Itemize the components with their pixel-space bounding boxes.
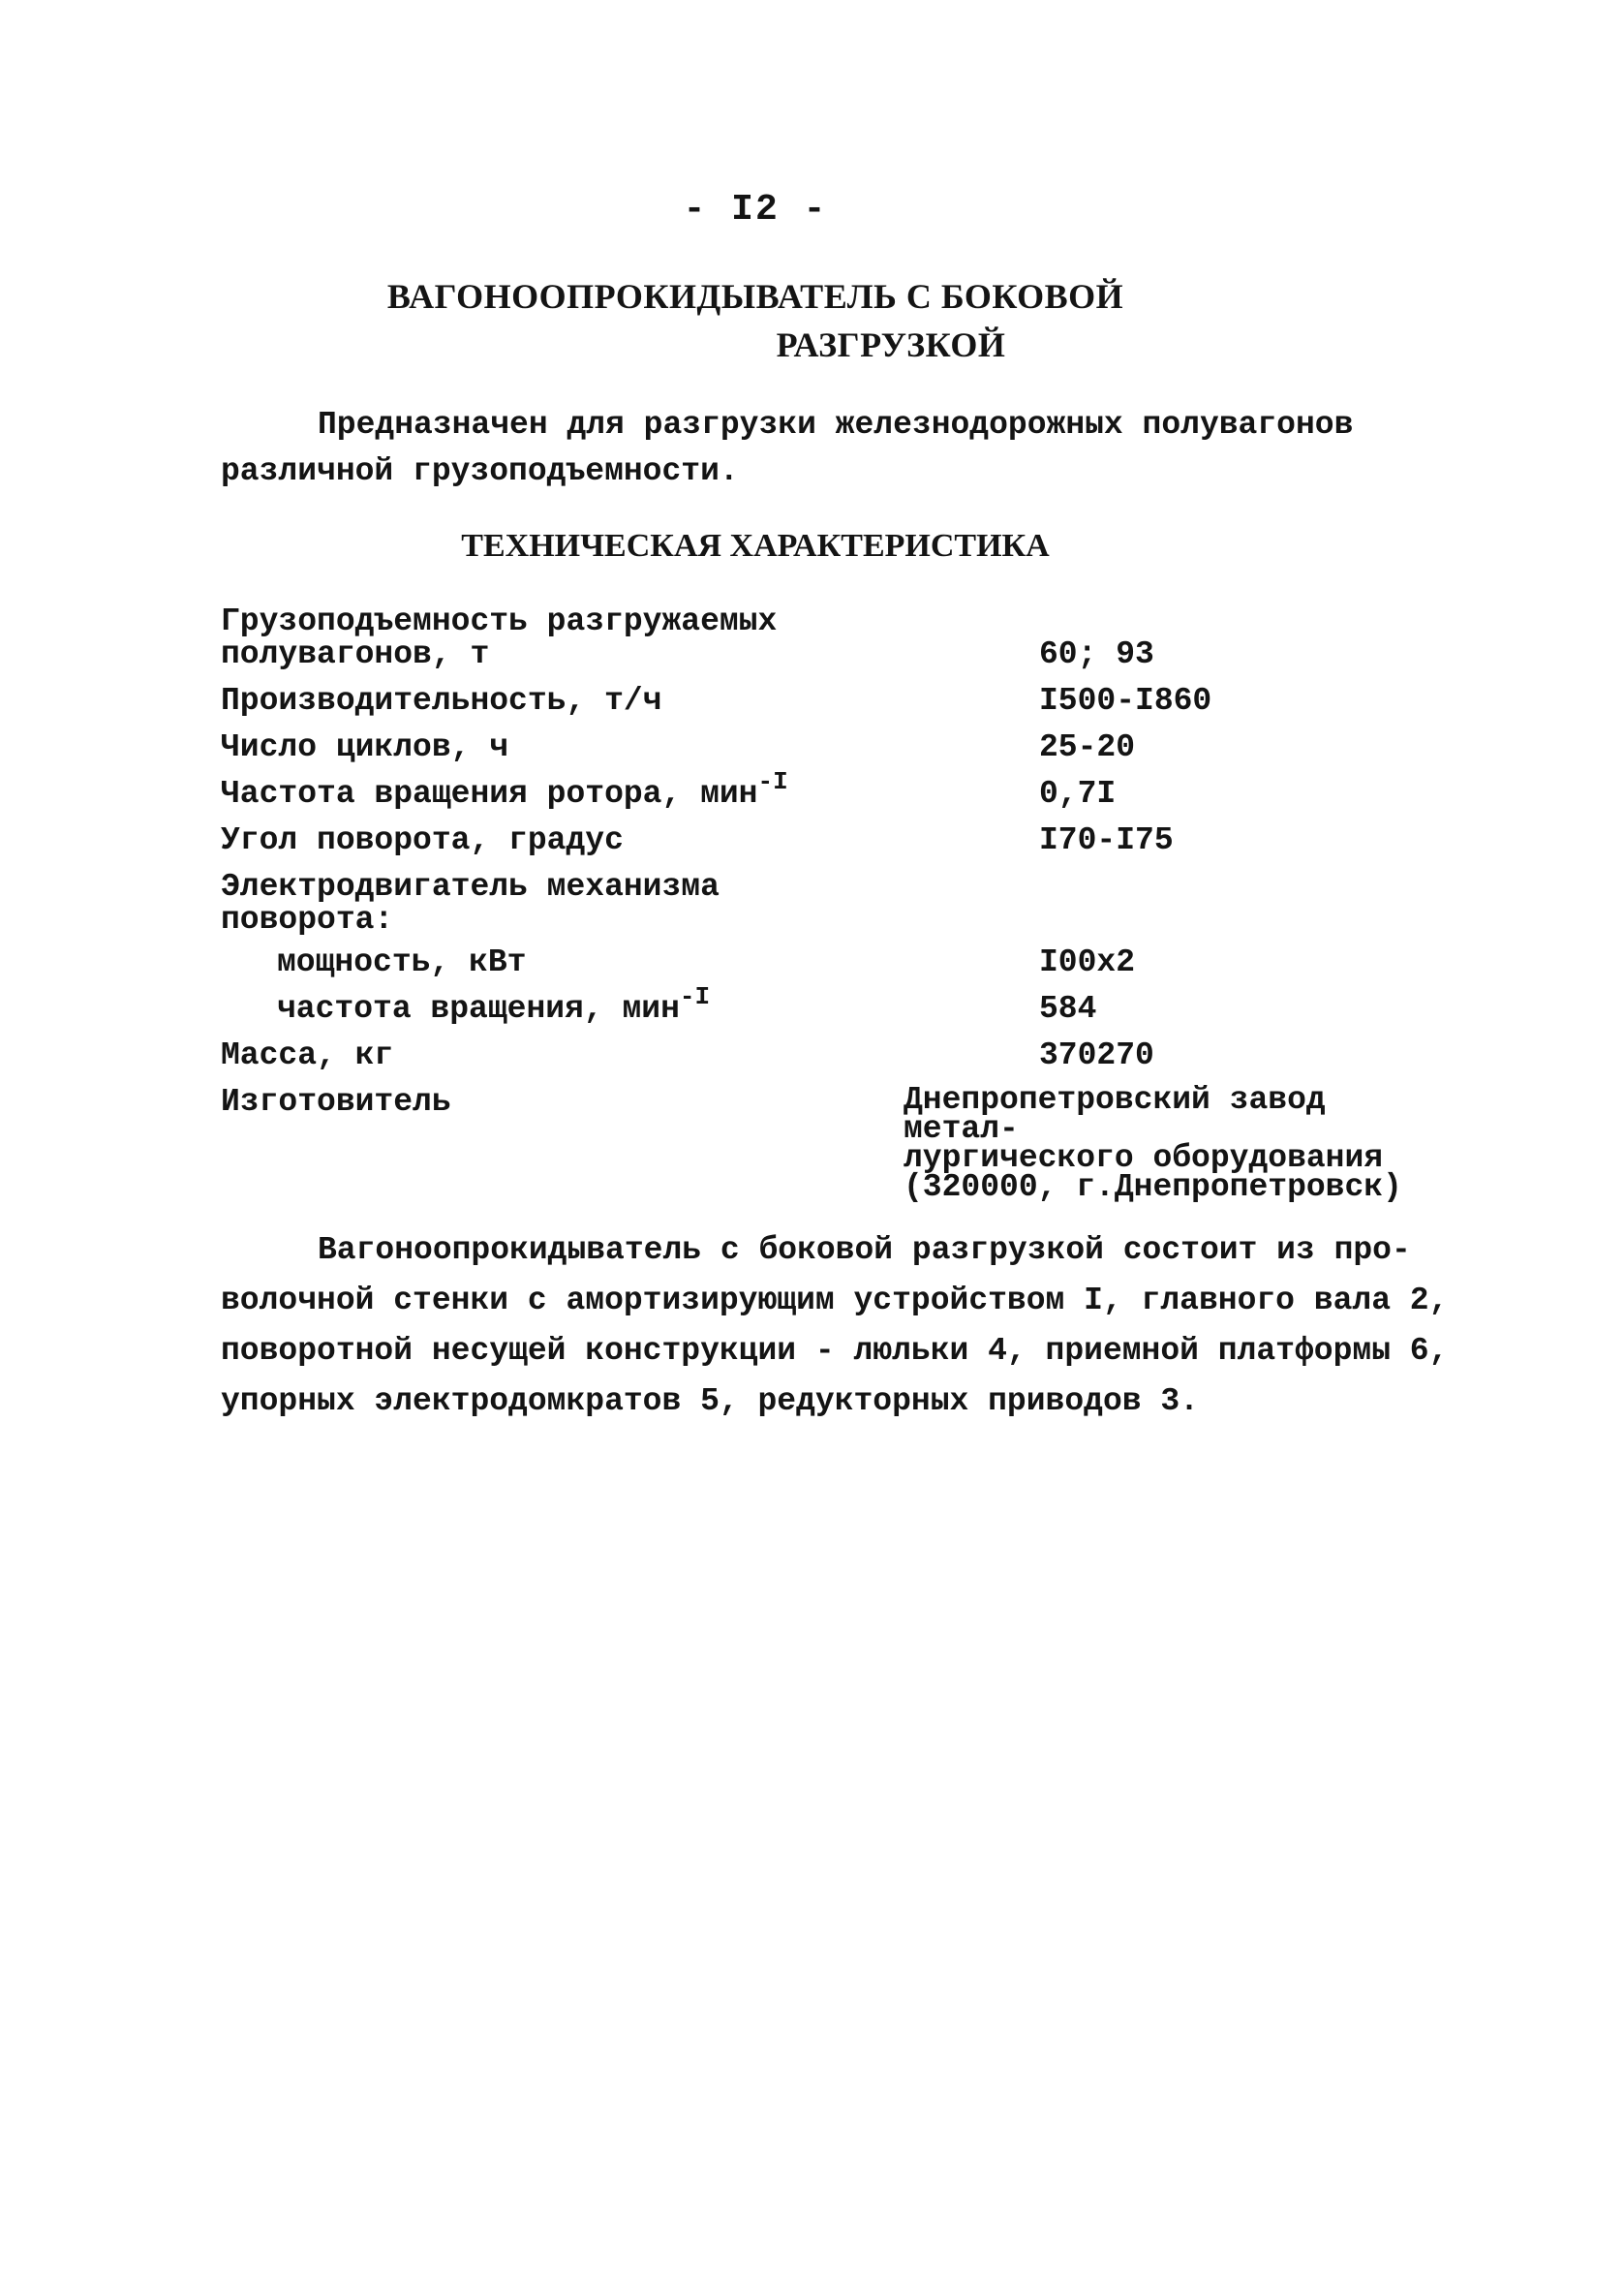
document-title-line-1: ВАГОНООПРОКИДЫВАТЕЛЬ С БОКОВОЙ xyxy=(386,277,1124,316)
intro-line-1: Предназначен для разгрузки железнодорожных полувагонов xyxy=(318,407,1354,443)
spec-value: 370270 xyxy=(1039,1037,1154,1073)
spec-label: мощность, кВт xyxy=(277,944,527,980)
spec-label-text: частота вращения, мин xyxy=(277,991,680,1027)
spec-value: I70-I75 xyxy=(1039,822,1174,858)
spec-heading: ТЕХНИЧЕСКАЯ ХАРАКТЕРИСТИКА xyxy=(461,528,1050,564)
spec-value: 25-20 xyxy=(1039,729,1136,765)
spec-label: Угол поворота, градус xyxy=(221,822,624,858)
spec-value: 584 xyxy=(1039,991,1097,1027)
document-title-line-2: РАЗГРУЗКОЙ xyxy=(776,325,1006,364)
description-line-4: упорных электродомкратов 5, редукторных приводов 3. xyxy=(221,1383,1199,1419)
spec-label-superscript: -I xyxy=(679,982,711,1011)
spec-value: 60; 93 xyxy=(1039,636,1154,672)
spec-label-superscript: -I xyxy=(757,767,788,796)
spec-value: 0,7I xyxy=(1039,776,1117,812)
spec-label-line-2: поворота: xyxy=(221,902,394,938)
spec-value xyxy=(904,1082,1446,1205)
description-line-3: поворотной несущей конструкции - люльки 4, приемной платформы 6, xyxy=(221,1333,1449,1369)
description-paragraph xyxy=(221,1225,1470,1427)
manufacturer-line-1: Днепропетровский завод метал- xyxy=(904,1082,1326,1147)
spec-label xyxy=(221,767,802,812)
intro-line-2: различной грузоподъемности. xyxy=(221,453,739,489)
manufacturer-line-2: лургического оборудования xyxy=(904,1140,1384,1176)
spec-value: I500-I860 xyxy=(1039,683,1212,719)
spec-label: Масса, кг xyxy=(221,1037,394,1073)
spec-label xyxy=(277,982,858,1027)
spec-label: Производительность, т/ч xyxy=(221,683,662,719)
description-line-1: Вагоноопрокидыватель с боковой разгрузкой состоит из про- xyxy=(318,1232,1411,1268)
spec-label-line-1: Электродвигатель механизма xyxy=(221,869,720,905)
spec-label: Изготовитель xyxy=(221,1084,451,1120)
spec-label-line-1: Грузоподъемность разгружаемых xyxy=(221,603,778,639)
spec-label: Число циклов, ч xyxy=(221,729,509,765)
intro-paragraph xyxy=(221,402,1470,495)
description-line-2: волочной стенки с амортизирующим устройством I, главного вала 2, xyxy=(221,1283,1449,1318)
spec-label-line-2: полувагонов, т xyxy=(221,636,490,672)
manufacturer-line-3: (320000, г.Днепропетровск) xyxy=(904,1169,1402,1205)
spec-label xyxy=(221,605,802,671)
page-number: - I2 - xyxy=(683,189,828,231)
spec-label xyxy=(221,871,802,937)
spec-label-text: Частота вращения ротора, мин xyxy=(221,776,758,812)
spec-value: I00x2 xyxy=(1039,944,1136,980)
